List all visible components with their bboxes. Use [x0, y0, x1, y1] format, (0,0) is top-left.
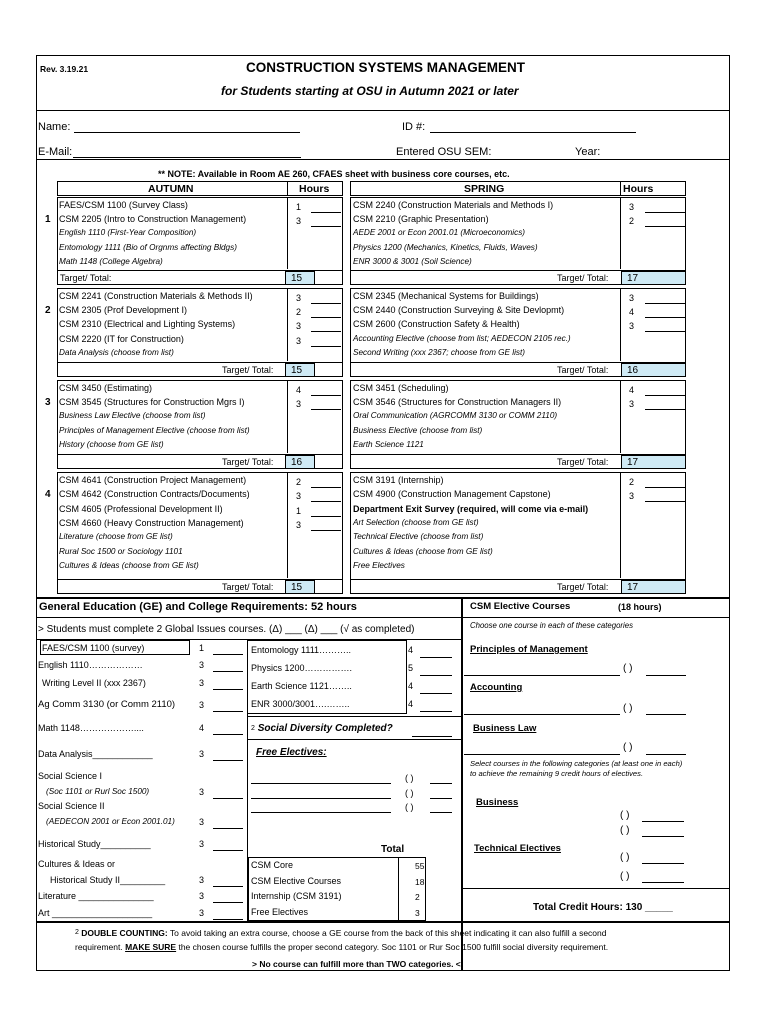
free-elective-field[interactable]	[251, 812, 391, 813]
grade-field[interactable]	[645, 395, 685, 396]
business-credit-1[interactable]: ( )	[620, 810, 630, 821]
total-row-label: CSM Elective Courses	[251, 876, 342, 886]
autumn-course: CSM 2305 (Prof Development I)	[59, 305, 188, 316]
grade-field[interactable]	[311, 516, 341, 517]
ge-science-hours: 4	[408, 645, 414, 655]
grade-field[interactable]	[645, 487, 685, 488]
ge-course: Social Science II	[38, 801, 105, 811]
grade-field[interactable]	[311, 501, 341, 502]
spring-target-label: Target/ Total:	[557, 457, 609, 467]
ge-science-course: Physics 1200…………….	[251, 663, 353, 673]
elective-heading: CSM Elective Courses	[470, 601, 571, 612]
ge-course: (AEDECON 2001 or Econ 2001.01)	[46, 817, 175, 826]
autumn-course-hours: 3	[296, 519, 302, 530]
grade-field[interactable]	[213, 798, 243, 799]
autumn-course: Rural Soc 1500 or Sociology 1101	[59, 546, 183, 556]
free-elective-hours[interactable]	[430, 812, 452, 813]
spring-course: CSM 3546 (Structures for Construction Managers II)	[353, 397, 562, 408]
technical-credit-2[interactable]: ( )	[620, 871, 630, 882]
free-elective-hours[interactable]	[430, 783, 452, 784]
spring-course: Second Writing (xxx 2367; choose from GE list)	[353, 347, 526, 357]
spring-course-hours: 2	[629, 477, 635, 487]
ge-course-hours: 3	[199, 700, 205, 710]
spring-target-label: Target/ Total:	[557, 273, 609, 283]
spring-total-box: 17	[621, 455, 686, 469]
cat-business-law-label: Business Law	[473, 723, 537, 734]
spring-course: CSM 2240 (Construction Materials and Methods I)	[353, 200, 554, 210]
autumn-course: CSM 2205 (Intro to Construction Management)	[59, 214, 247, 225]
free-elective-credit[interactable]: ( )	[405, 788, 414, 798]
spring-course: Art Selection (choose from GE list)	[353, 517, 479, 527]
autumn-course: CSM 2241 (Construction Materials & Methods II)	[59, 291, 253, 301]
ge-course-hours: 3	[199, 660, 205, 670]
accounting-field[interactable]	[464, 714, 620, 715]
spring-course: Free Electives	[353, 560, 405, 570]
spring-course-hours: 2	[629, 216, 635, 227]
page-title: CONSTRUCTION SYSTEMS MANAGEMENT	[246, 60, 526, 75]
autumn-course-hours: 4	[296, 385, 302, 395]
autumn-target-label: Target/ Total:	[222, 365, 274, 375]
spring-course: Physics 1200 (Mechanics, Kinetics, Fluids, Waves)	[353, 242, 538, 252]
grade-field[interactable]	[420, 675, 452, 676]
autumn-course-hours: 1	[296, 202, 302, 212]
spring-course: Business Elective (choose from list)	[353, 425, 483, 435]
spring-course: CSM 4900 (Construction Management Capstone)	[353, 489, 551, 500]
technical-hours-2[interactable]	[642, 882, 684, 883]
spring-course: Technical Elective (choose from list)	[353, 532, 484, 542]
email-field[interactable]	[73, 157, 301, 158]
grade-field[interactable]	[311, 212, 341, 213]
accounting-hours[interactable]	[646, 714, 686, 715]
autumn-target-label: Target/ Total:	[60, 273, 112, 283]
autumn-course-hours: 3	[296, 216, 302, 227]
ge-course: Literature _______________	[38, 891, 154, 901]
grade-field[interactable]	[311, 317, 341, 318]
choose-text: Choose one course in each of these categories	[470, 621, 633, 630]
grade-field[interactable]	[645, 303, 685, 304]
autumn-course: Literature (choose from GE list)	[59, 532, 173, 542]
grade-field[interactable]	[311, 331, 341, 332]
autumn-course: Math 1148 (College Algebra)	[59, 256, 163, 266]
autumn-course-hours: 2	[296, 307, 302, 318]
ge-course-hours: 3	[199, 678, 205, 688]
spring-course: CSM 3451 (Scheduling)	[353, 383, 449, 393]
name-label: Name:	[38, 121, 71, 133]
grade-field[interactable]	[645, 317, 685, 318]
spring-course-hours: 4	[629, 385, 635, 395]
cat-technical-label: Technical Electives	[474, 843, 561, 854]
year-number: 2	[45, 305, 51, 316]
free-elective-credit[interactable]: ( )	[405, 773, 414, 783]
year-number: 1	[45, 214, 51, 225]
ge-course-hours: 3	[199, 839, 205, 849]
grade-field[interactable]	[311, 409, 341, 410]
grade-field[interactable]	[420, 711, 452, 712]
autumn-course: Principles of Management Elective (choose from list)	[59, 425, 250, 435]
spring-course: CSM 2600 (Construction Safety & Health)	[353, 319, 520, 330]
grade-field[interactable]	[311, 346, 341, 347]
grade-field[interactable]	[311, 303, 341, 304]
autumn-course: CSM 4605 (Professional Development II)	[59, 503, 223, 514]
autumn-course-hours: 3	[296, 491, 302, 502]
free-electives-label: Free Electives:	[256, 747, 327, 758]
business-law-field[interactable]	[464, 754, 620, 755]
free-elective-credit[interactable]: ( )	[405, 802, 414, 812]
revision-label: Rev. 3.19.21	[40, 64, 89, 74]
spring-total-box: 17	[621, 271, 686, 285]
total-row-label: CSM Core	[251, 860, 294, 870]
ge-course-hours: 3	[199, 908, 205, 918]
grade-field[interactable]	[645, 226, 685, 227]
entered-sem-label: Entered OSU SEM:	[396, 146, 492, 158]
ge-science-hours: 4	[408, 681, 414, 691]
autumn-total-box: 16	[285, 455, 315, 469]
business-hours-1[interactable]	[642, 821, 684, 822]
ge-course: Cultures & Ideas or	[38, 859, 116, 869]
spring-course: CSM 2440 (Construction Surveying & Site Devlopmt)	[353, 305, 565, 316]
ge-course: Historical Study__________	[38, 839, 151, 849]
autumn-course: FAES/CSM 1100 (Survey Class)	[59, 200, 188, 210]
technical-credit-1[interactable]: ( )	[620, 852, 630, 863]
total-row-hours: 18	[415, 877, 425, 887]
ge-course-hours: 3	[199, 817, 205, 827]
total-credit-hours: Total Credit Hours: 130 _____	[533, 902, 673, 913]
grade-field[interactable]	[311, 487, 341, 488]
ge-science-course: Entomology 1111………..	[251, 645, 352, 655]
global-issues-text: > Students must complete 2 Global Issues courses. (Δ) ___ (Δ) ___ (√ as completed)	[38, 624, 415, 635]
ge-course: Historical Study II_________	[50, 875, 166, 885]
ge-course: English 1110………………	[38, 660, 143, 670]
autumn-course: Data Analysis (choose from list)	[59, 347, 174, 357]
spring-course-hours: 3	[629, 202, 635, 212]
free-elective-field[interactable]	[251, 798, 391, 799]
spring-course-hours: 4	[629, 307, 635, 318]
cat-accounting-label: Accounting	[470, 682, 523, 693]
id-label: ID #:	[402, 121, 426, 133]
spring-total-box: 17	[621, 580, 686, 594]
elective-hours: (18 hours)	[618, 602, 662, 612]
ge-course: Writing Level II (xxx 2367)	[42, 678, 146, 688]
diversity-row: $^2$ Social Diversity Completed?	[251, 723, 393, 734]
principles-hours[interactable]	[646, 675, 686, 676]
principles-field[interactable]	[464, 675, 620, 676]
total-row-label: Free Electives	[251, 907, 309, 917]
ge-course: (Soc 1101 or Rurl Soc 1500)	[46, 787, 150, 796]
ge-course: Art ____________________	[38, 908, 153, 918]
autumn-header: AUTUMN	[148, 183, 194, 195]
ge-heading: General Education (GE) and College Requirements: 52 hours	[39, 601, 357, 613]
ge-course: Math 1148………………....	[38, 723, 144, 733]
grade-field[interactable]	[213, 654, 243, 655]
spring-course: Accounting Elective (choose from list; AEDECON 2105 rec.)	[353, 333, 571, 343]
ge-science-hours: 5	[408, 663, 414, 673]
autumn-course: Cultures & Ideas (choose from GE list)	[59, 560, 199, 570]
grade-field[interactable]	[645, 501, 685, 502]
business-credit-2[interactable]: ( )	[620, 825, 630, 836]
ge-science-course: ENR 3000/3001….……..	[251, 699, 350, 709]
autumn-course: Business Law Elective (choose from list)	[59, 411, 206, 421]
spring-course: Oral Communication (AGRCOMM 3130 or COMM 2110)	[353, 411, 558, 421]
spring-course-hours: 3	[629, 321, 635, 332]
ge-course-hours: 4	[199, 723, 205, 733]
page-subtitle: for Students starting at OSU in Autumn 2021 or later	[221, 84, 519, 98]
ge-course: Social Science I	[38, 771, 103, 781]
grade-field[interactable]	[213, 711, 243, 712]
autumn-course-hours: 3	[296, 399, 302, 410]
autumn-course: CSM 4660 (Heavy Construction Management)	[59, 517, 244, 528]
spring-course: Department Exit Survey (required, will come via e-mail)	[353, 503, 589, 514]
hours-header: Hours	[623, 183, 654, 195]
year-number: 3	[45, 397, 51, 408]
grade-field[interactable]	[213, 671, 243, 672]
total-row-label: Internship (CSM 3191)	[251, 891, 342, 901]
autumn-course: CSM 3545 (Structures for Construction Mgrs I)	[59, 397, 245, 408]
cat-business-label: Business	[476, 797, 519, 808]
autumn-course: CSM 2310 (Electrical and Lighting Systems)	[59, 319, 236, 330]
autumn-course: English 1110 (First-Year Composition)	[59, 228, 197, 238]
hours-header: Hours	[299, 183, 330, 195]
autumn-course-hours: 3	[296, 293, 302, 303]
business-law-credit[interactable]: ( )	[623, 742, 633, 753]
autumn-total-box: 15	[285, 580, 315, 594]
technical-hours-1[interactable]	[642, 863, 684, 864]
total-row-hours: 2	[415, 892, 420, 902]
autumn-total-box: 15	[285, 271, 315, 285]
accounting-credit[interactable]: ( )	[623, 703, 633, 714]
ge-course: Ag Comm 3130 (or Comm 2110)	[38, 699, 176, 710]
spring-target-label: Target/ Total:	[557, 582, 609, 592]
autumn-course: CSM 2220 (IT for Construction)	[59, 333, 184, 344]
free-elective-hours[interactable]	[430, 798, 452, 799]
principles-credit[interactable]: ( )	[623, 663, 633, 674]
spring-course: Earth Science 1121	[353, 439, 424, 449]
spring-total-box: 16	[621, 363, 686, 377]
cat-principles-label: Principles of Management	[470, 644, 588, 655]
spring-course: CSM 2210 (Graphic Presentation)	[353, 214, 489, 225]
ge-science-course: Earth Science 1121……..	[251, 681, 352, 691]
grade-field[interactable]	[213, 760, 243, 761]
grade-field[interactable]	[213, 828, 243, 829]
ge-course-hours: 3	[199, 749, 205, 759]
year-label: Year:	[575, 146, 601, 158]
total-label: Total	[381, 844, 405, 855]
ge-course-hours: 3	[199, 787, 205, 797]
ge-science-hours: 4	[408, 699, 414, 709]
year-number: 4	[45, 489, 51, 500]
autumn-target-label: Target/ Total:	[222, 457, 274, 467]
select-text: Select courses in the following categories (at least one in each) to achieve the remaining 9 credit hours of electives.	[470, 759, 683, 778]
spring-course: AEDE 2001 or Econ 2001.01 (Microeconomics)	[353, 228, 526, 238]
ge-course-hours: 1	[199, 643, 205, 653]
name-field[interactable]	[74, 132, 300, 133]
autumn-total-box: 15	[285, 363, 315, 377]
double-counting-line1: $^2$ DOUBLE COUNTING: To avoid taking an extra course, choose a GE course from the back of this sheet indicating it can also fulfill a second	[75, 928, 607, 938]
autumn-course-hours: 3	[296, 321, 302, 332]
total-row-hours: 55	[415, 861, 425, 871]
autumn-course-hours: 2	[296, 477, 302, 487]
spring-course-hours: 3	[629, 399, 635, 410]
grade-field[interactable]	[213, 902, 243, 903]
autumn-target-label: Target/ Total:	[222, 582, 274, 592]
spring-course: ENR 3000 & 3001 (Soil Science)	[353, 256, 472, 266]
grade-field[interactable]	[213, 734, 243, 735]
autumn-course: Entomology 1111 (Bio of Orgnms affecting Bldgs)	[59, 242, 237, 252]
grade-field[interactable]	[420, 657, 452, 658]
email-label: E-Mail:	[38, 146, 73, 158]
grade-field[interactable]	[311, 530, 341, 531]
grade-field[interactable]	[645, 212, 685, 213]
spring-course: CSM 2345 (Mechanical Systems for Buildings)	[353, 291, 539, 301]
grade-field[interactable]	[213, 919, 243, 920]
business-law-hours[interactable]	[646, 754, 686, 755]
spring-header: SPRING	[464, 183, 505, 195]
spring-target-label: Target/ Total:	[557, 365, 609, 375]
grade-field[interactable]	[420, 693, 452, 694]
note-text: ** NOTE: Available in Room AE 260, CFAES sheet with business core courses, etc.	[158, 169, 510, 179]
business-hours-2[interactable]	[642, 836, 684, 837]
spring-course: Cultures & Ideas (choose from GE list)	[353, 546, 493, 556]
grade-field[interactable]	[213, 886, 243, 887]
footer-rule: > No course can fulfill more than TWO categories. <	[252, 959, 461, 969]
autumn-course: CSM 3450 (Estimating)	[59, 383, 153, 393]
spring-course-hours: 3	[629, 491, 635, 502]
spring-course-hours: 3	[629, 293, 635, 303]
grade-field[interactable]	[213, 689, 243, 690]
autumn-course: CSM 4641 (Construction Project Management)	[59, 475, 247, 485]
autumn-course-hours: 3	[296, 335, 302, 346]
grade-field[interactable]	[645, 331, 685, 332]
autumn-course: CSM 4642 (Construction Contracts/Documents)	[59, 489, 250, 500]
grade-field[interactable]	[311, 226, 341, 227]
ge-course: Data Analysis____________	[38, 749, 153, 759]
ge-course-hours: 3	[199, 875, 205, 885]
id-field[interactable]	[430, 132, 636, 133]
double-counting-line2: requirement. MAKE SURE the chosen course fulfills the proper second category. Soc 1101 or Rur Soc 1500 fulfill social diversity requirement.	[75, 942, 609, 952]
ge-course-hours: 3	[199, 891, 205, 901]
spring-course: CSM 3191 (Internship)	[353, 475, 444, 485]
ge-course: FAES/CSM 1100 (survey)	[42, 643, 145, 653]
grade-field[interactable]	[311, 395, 341, 396]
grade-field[interactable]	[645, 409, 685, 410]
diversity-field[interactable]	[412, 736, 452, 737]
autumn-course-hours: 1	[296, 505, 302, 516]
grade-field[interactable]	[213, 850, 243, 851]
autumn-course: History (choose from GE list)	[59, 439, 164, 449]
total-row-hours: 3	[415, 908, 420, 918]
free-elective-field[interactable]	[251, 783, 391, 784]
